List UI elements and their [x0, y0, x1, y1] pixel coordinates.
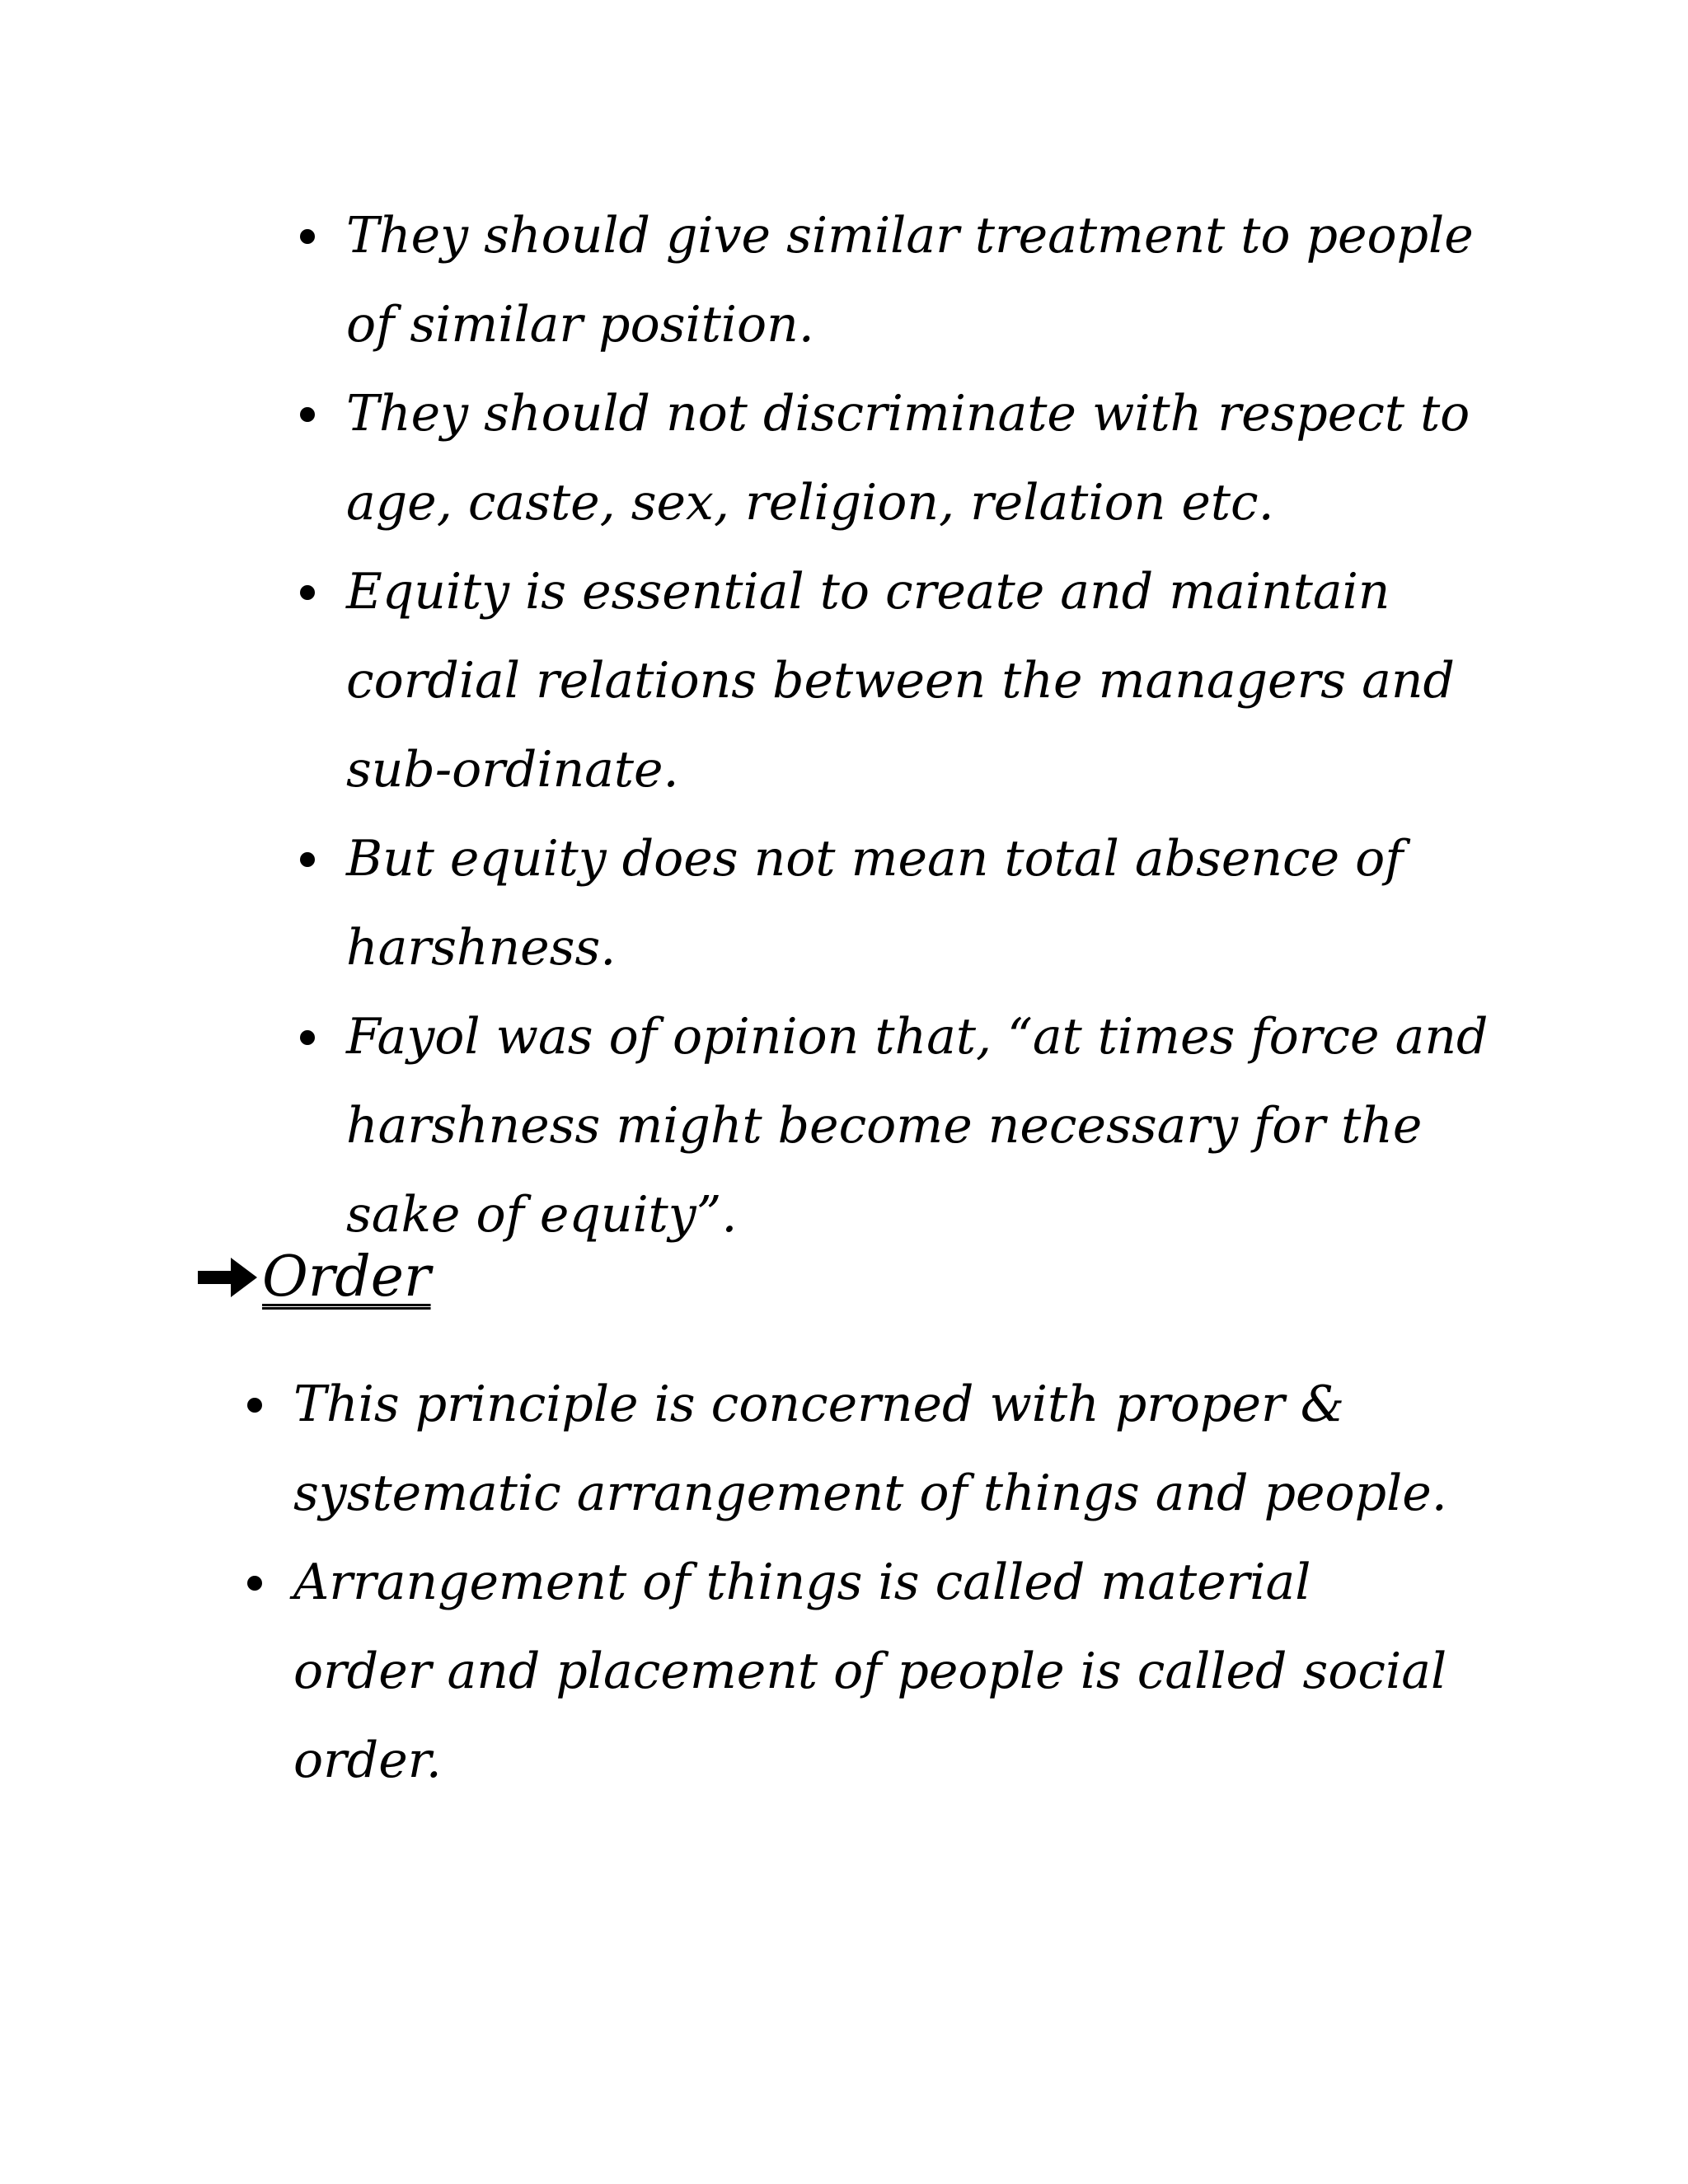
section-title: Order	[262, 1244, 431, 1310]
list-item	[293, 1360, 1464, 1538]
list-item	[346, 814, 1500, 992]
list-item	[346, 547, 1500, 814]
list-item-text: Equity is essential to create and maintain cordial relations between the managers and sub-ordinate.	[346, 563, 1455, 799]
bullet-icon	[300, 852, 315, 867]
list-item-text: They should not discriminate with respect to age, caste, sex, religion, relation etc.	[346, 385, 1470, 532]
list-item-text: This principle is concerned with proper & systematic arrangement of things and people.	[293, 1376, 1447, 1522]
list-item	[346, 992, 1500, 1259]
bullet-icon	[300, 229, 315, 244]
bullet-icon	[300, 407, 315, 422]
bullet-icon	[300, 1030, 315, 1045]
list-item	[346, 191, 1500, 369]
list-item	[346, 369, 1500, 547]
right-arrow-icon	[198, 1253, 257, 1302]
list-item-text: Fayol was of opinion that, “at times force and harshness might become necessary for the sake of equity”.	[346, 1008, 1489, 1244]
list-item-text: They should give similar treatment to people of similar position.	[346, 207, 1474, 354]
bullet-icon	[247, 1576, 262, 1591]
list-item-text: But equity does not mean total absence of harshness.	[346, 830, 1404, 977]
bullet-icon	[300, 585, 315, 600]
bullet-icon	[247, 1398, 262, 1413]
equity-bullet-list	[346, 191, 1500, 1259]
order-bullet-list	[293, 1360, 1464, 1805]
list-item	[293, 1538, 1464, 1805]
list-item-text: Arrangement of things is called material order and placement of people is called social order.	[293, 1554, 1447, 1789]
order-heading	[198, 1236, 431, 1319]
